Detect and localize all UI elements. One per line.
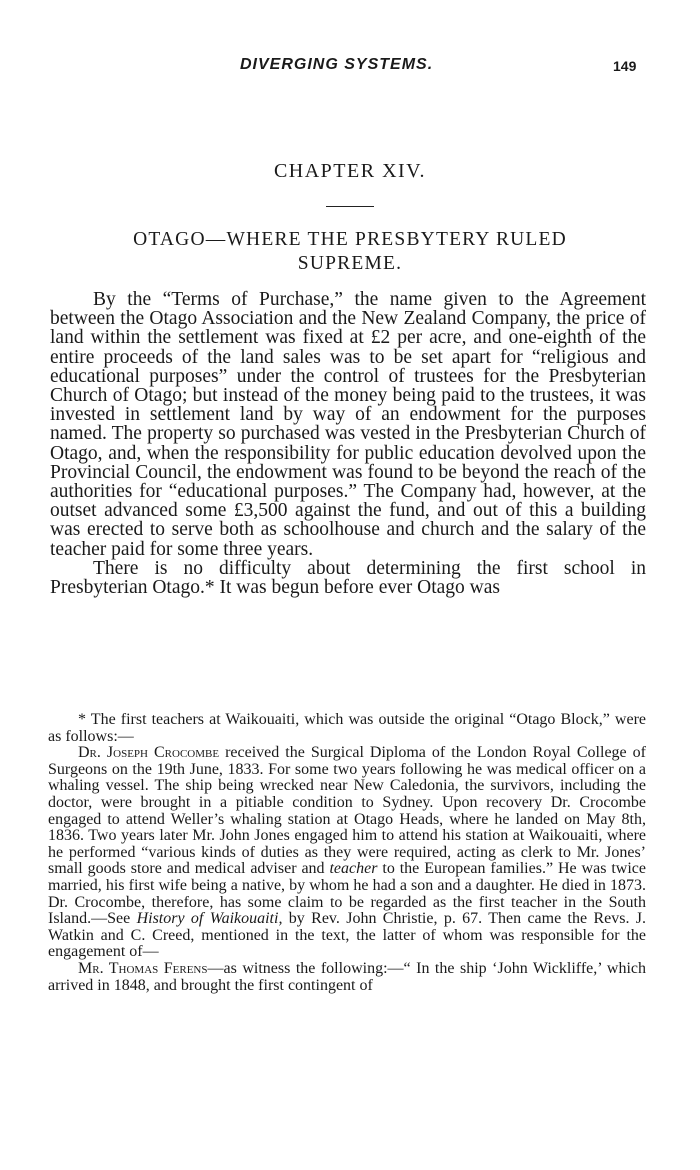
body-text <box>50 290 646 597</box>
title-rule <box>326 206 374 207</box>
page-number: 149 <box>613 58 637 74</box>
footnote-intro: * The first teachers at Waikouaiti, which was outside the original “Otago Block,” were as follows:— <box>48 711 646 745</box>
body-paragraph-1: By the “Terms of Purchase,” the name given to the Agreement between the Otago Association and the New Zealand Company, the price of land within the settlement was fixed at £2 per acre, and one-eighth of the entire proceeds of the land sales was to be set apart for “religious and educational purposes” under the control of trustees for the Presbyterian Church of Otago; but instead of the money being paid to the trustees, it was invested in settlement land by way of an endowment for the purposes named. The property so purchased was vested in the Presbyterian Church of Otago, and, when the responsibility for public education devolved upon the Provincial Council, the endowment was found to be beyond the reach of the authorities for “educational purposes.” The Company had, however, at the outset advanced some £3,500 against the fund, and out of this a building was erected to serve both as schoolhouse and church and the salary of the teacher paid for some three years. <box>50 289 646 560</box>
footnotes <box>48 712 646 994</box>
chapter-number: CHAPTER XIV. <box>273 160 427 182</box>
footnote-crocombe-teacher: teacher <box>329 860 378 878</box>
footnote-ferens <box>48 961 646 994</box>
body-paragraph-2: There is no difficulty about determining the first school in Presbyterian Otago.* It was begun before ever Otago was <box>50 557 646 599</box>
chapter-title-line-2: SUPREME. <box>297 253 403 274</box>
footnote-crocombe-text-3: by Rev. John Christie, p. 67. Then came the Revs. J. Watkin and C. Creed, mentioned in the text, the latter of whom was responsible for the engagement of— <box>48 910 647 961</box>
footnote-crocombe-name: Dr. Joseph Crocombe <box>78 744 220 762</box>
footnote-crocombe-text-2: to the European families.” He was twice married, his first wife being a native, by whom he had a son and a daughter. He died in 1873. Dr. Crocombe, therefore, has some claim to be regarded as the first teacher in the South Island.—See <box>48 860 647 928</box>
chapter-title <box>80 228 620 276</box>
footnote-ferens-name: Mr. Thomas Ferens <box>78 959 208 977</box>
footnote-crocombe-book: History of Waikouaiti, <box>136 910 283 928</box>
chapter-title-line-1: OTAGO—WHERE THE PRESBYTERY RULED <box>133 229 567 250</box>
running-head: DIVERGING SYSTEMS. <box>240 56 434 73</box>
footnote-crocombe-text-1: received the Surgical Diploma of the London Royal College of Surgeons on the 19th June, 1833. For some two years following he was medical officer on a whaling vessel. The ship being wrecked near New Caledonia, the survivors, including the doctor, were brought in a pitiable condition to Sydney. Upon recovery Dr. Crocombe engaged to attend Weller’s whaling station at Otago Heads, where he landed on May 8th, 1836. Two years later Mr. John Jones engaged him to attend his station at Waikouaiti, where he performed “various kinds of duties as they were required, acting as clerk to Mr. Jones’ small goods store and medical adviser and <box>48 744 646 878</box>
footnote-ferens-text: —as witness the following:—“ In the ship ‘John Wickliffe,’ which arrived in 1848, and brought the first contingent of <box>48 959 646 994</box>
footnote-crocombe <box>48 745 646 961</box>
